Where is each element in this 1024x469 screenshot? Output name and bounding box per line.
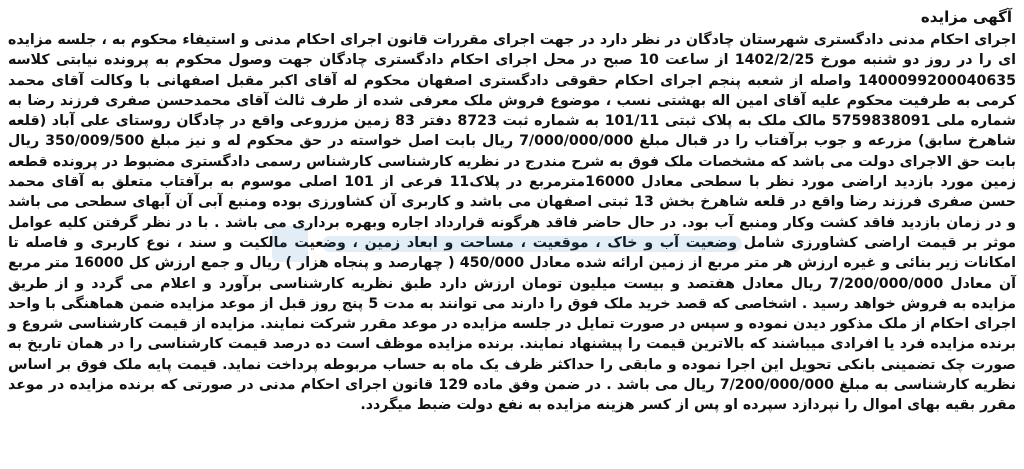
auction-notice [8,4,1016,416]
notice-title: آگهی مزایده [920,8,1012,26]
notice-body: اجرای احکام مدنی دادگستری شهرستان چادگان در نظر دارد در جهت اجرای مقررات قانون اجرای احکام مدنی و استیفاء محکوم به ، جلسه مزایده ای را در روز دو شنبه مورخ 1402/2/25 از ساعت 10 صبح در محل اجرای احکام دادگستری چادگان جهت وصول محکوم به پرونده نیابتی کلاسه 1400099200040635 واصله از شعبه پنجم اجرای احکام حقوقی دادگستری اصفهان محکوم له آقای اکبر مقبل اصفهانی با وکالت آقای محمد کرمی به طرفیت محکوم علیه آقای امین اله بهشتی نسب ، موضوع فروش ملک معرفی شده از طرف ثالث آقای محمدحسن صفری فرزند رضا به شماره ملی 5759838091 مالک ملک به پلاک ثبتی 101/11 به شماره ثبت 8723 دفتر 83 زمین مزروعی واقع در چادگان روستای علی آباد (قلعه شاهرخ سابق) مزرعه و جوب برآفتاب را در قبال مبلغ 7/000/000/000 ریال بابت اصل خواسته در حق محکوم له و نیز مبلغ 350/009/500 ریال بابت حق الاجرای دولت می باشد که مشخصات ملک فوق به شرح مندرج در نظریه کارشناسی کارشناس رسمی دادگستری مضبوط در پرونده قطعه زمین مورد بازدید اراضی مورد نظر با سطحی معادل 16000مترمربع در پلاک11 فرعی از 101 اصلی موسوم به برآفتاب متعلق به آقای محمد حسن صفری فرزند رضا واقع در قلعه شاهرخ بخش 13 ثبتی اصفهان می باشد و کاربری آن کشاورزی بوده ومنبع آبی آن آبهای سطحی می باشد و در زمان بازدید فاقد کشت وکار ومنبع آب بود. در حال حاضر فاقد هرگونه قرارداد اجاره وبهره برداری می باشد . با در نظر گرفتن کلیه عوامل موثر بر قیمت اراضی کشاورزی شامل وضعیت آب و خاک ، موقعیت ، مساحت و ابعاد زمین ، وضعیت مالکیت و سند ، نوع کاربری و فاصله تا امکانات زیر بنائی و غیره ارزش هر متر مربع از زمین ارائه شده معادل 450/000 ( چهارصد و پنجاه هزار ) ریال و جمع ارزش کل 16000 متر مربع آن معادل 7/200/000/000 ریال معادل هفتصد و بیست میلیون تومان ارزش دارد طبق نظریه کارشناسی برآورد و اعلام می گردد و از طریق مزایده به فروش خواهد رسید . اشخاصی که قصد خرید ملک فوق را دارند می توانند به مدت 5 پنج روز قبل از موعد مزایده ضمن هماهنگی با واحد اجرای احکام از ملک مذکور دیدن نموده و سپس در صورت تمایل در جلسه مزایده در موعد مقرر شرکت نمایند. مزایده از قیمت کارشناسی شروع و برنده مزایده فرد یا افرادی میباشند که بالاترین قیمت را پیشنهاد نمایند. برنده مزایده موظف است ده درصد قیمت کارشناسی را در همان تاریخ به صورت چک تضمینی بانکی تحویل این اجرا نموده و مابقی را حداکثر ظرف یک ماه به حساب مربوطه پرداخت نماید. قیمت پایه ملک فوق بر اساس نظریه کارشناسی به مبلغ 7/200/000/000 ریال می باشد . در ضمن وفق ماده 129 قانون اجرای احکام مدنی در صورتی که برنده مزایده در موعد مقرر بقیه بهای اموال را نپردازد سپرده او پس از کسر هزینه مزایده به نفع دولت ضبط میگردد. [8,32,1017,414]
